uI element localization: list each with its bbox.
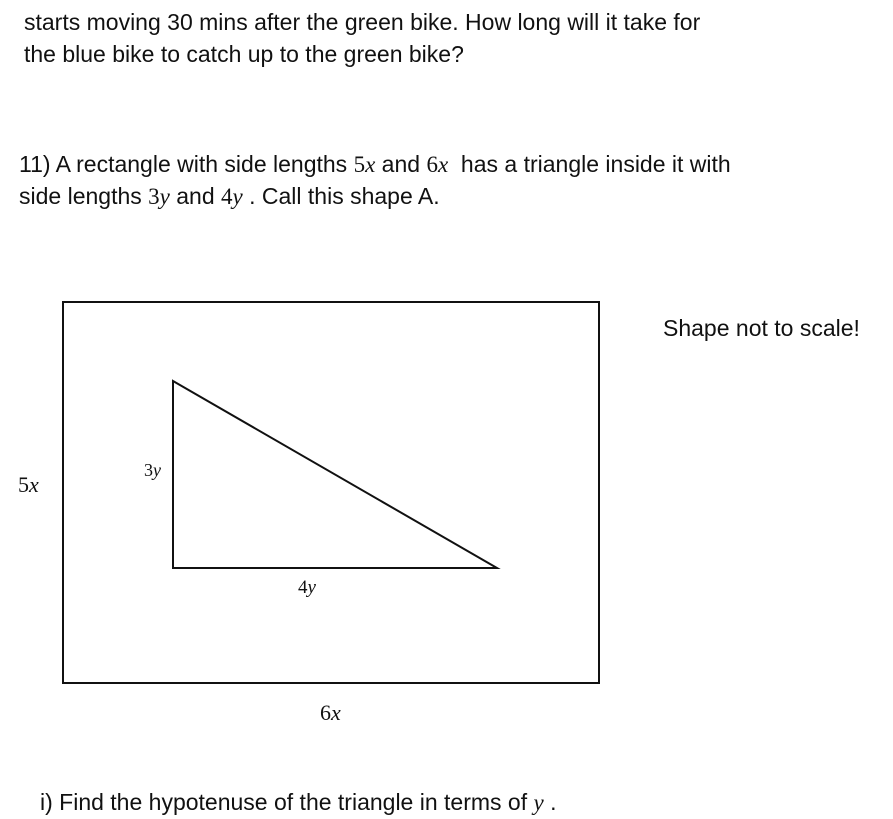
triangle-base-label [298, 577, 316, 599]
triangle-height-label [144, 460, 161, 481]
question-11-line1-end: has a triangle inside it with [448, 151, 731, 177]
question-11-and-2: and [169, 183, 222, 209]
math-5x-coefficient: 5 [353, 152, 366, 177]
triangle-base-coefficient: 4 [298, 577, 308, 598]
part-i-variable: y [533, 790, 544, 815]
math-6x-variable: x [437, 152, 449, 177]
math-3y-coefficient: 3 [148, 184, 160, 209]
question-11-line2-end: . Call this shape A. [242, 183, 440, 209]
part-i-question [40, 786, 557, 819]
previous-question-text-1: starts moving 30 mins after the green bike. How long will it take for [24, 9, 701, 35]
inner-right-triangle [173, 381, 497, 568]
math-6x-coefficient: 6 [426, 152, 438, 177]
math-4y-variable: y [232, 184, 243, 209]
rectangle-width-variable: x [331, 700, 341, 725]
not-to-scale-text: Shape not to scale! [663, 315, 860, 341]
rectangle-width-label [320, 700, 341, 726]
rectangle-width-coefficient: 6 [320, 700, 331, 725]
triangle-height-coefficient: 3 [144, 460, 153, 480]
outer-rectangle [63, 302, 599, 683]
part-i-end: . [543, 789, 557, 815]
rectangle-height-variable: x [29, 472, 39, 497]
triangle-height-variable: y [153, 460, 161, 480]
question-11-and-1: and [375, 151, 427, 177]
math-4y-coefficient: 4 [221, 184, 233, 209]
previous-question-text-2: the blue bike to catch up to the green bike? [24, 41, 464, 67]
part-i-text: i) Find the hypotenuse of the triangle in terms of [40, 789, 534, 815]
question-11-intro: 11) A rectangle with side lengths [19, 151, 354, 177]
not-to-scale-note [663, 312, 860, 344]
rectangle-height-coefficient: 5 [18, 472, 29, 497]
rectangle-height-label [18, 472, 39, 498]
math-5x-variable: x [365, 152, 376, 177]
math-3y-variable: y [159, 184, 170, 209]
triangle-base-variable: y [307, 577, 316, 598]
question-11-line2-start: side lengths [19, 183, 149, 209]
